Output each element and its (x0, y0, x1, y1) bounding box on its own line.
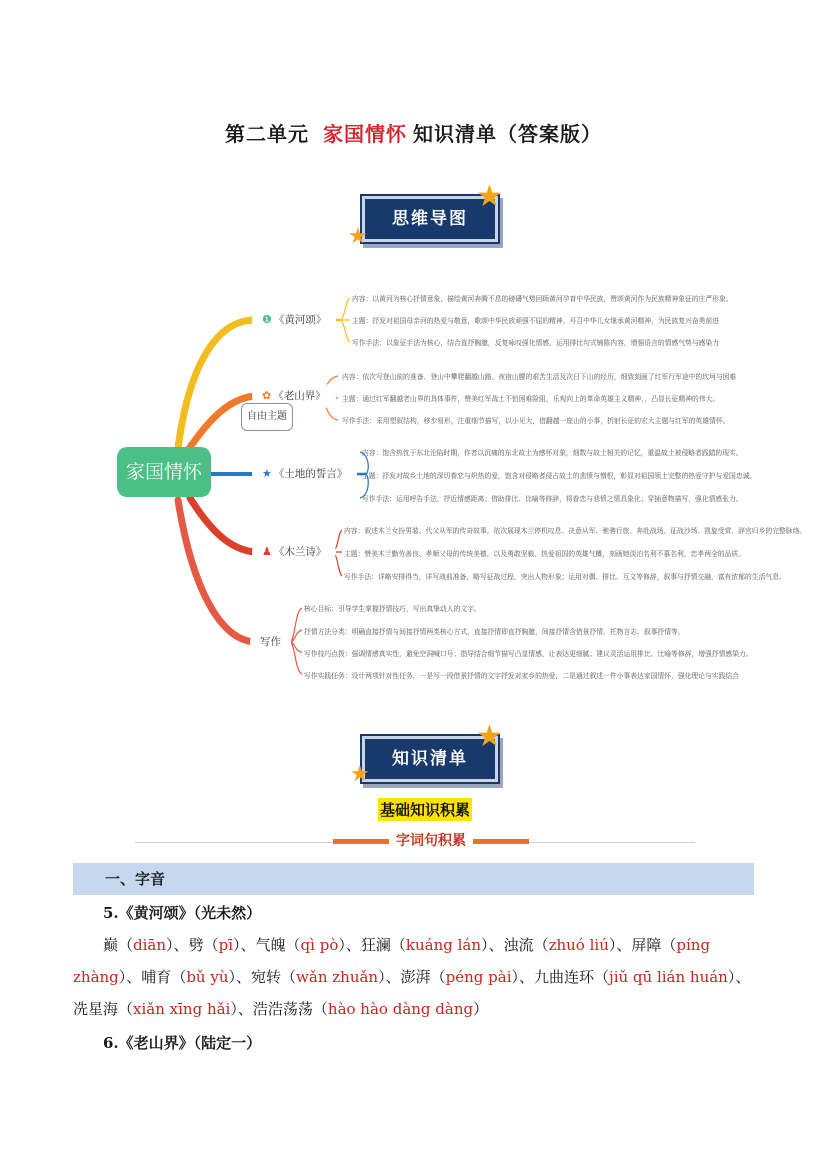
pronunciation-paragraph: 巅（diān）、劈（pī）、气魄（qì pò）、狂澜（kuáng lán）、浊流（zhuó liú）、屏障（píng zhàng）、哺育（bǔ yù）、宛转（wǎn zhuǎn）、澎湃（péng pài）、九曲连环（jiǔ qū lián huán）、冼星海（xiǎn xīng hǎi）、浩浩荡荡（hào hào dàng dàng） (73, 936, 751, 1018)
mindmap-leaf: 写作手法：采用塑叙结构，移步易形，注重细节描写，以小见大，借翻越一座山的小事，折射长征的宏大主题与红军的英雄情怀。 (342, 417, 730, 425)
pinyin: kuáng lán (405, 936, 482, 954)
lesson-title: 6.《老山界》（陆定一） (103, 1034, 262, 1052)
pinyin: píng zhàng (73, 936, 711, 986)
mindmap-leaf: 主题：通过红军翻越老山界的具体事件，赞美红军战士不怕困难险阻，乐观向上的革命英雄主义精神，，凸显长征精神的伟大。 (342, 395, 720, 403)
star-icon: ★ (350, 762, 370, 787)
pinyin: pī (218, 936, 233, 954)
pinyin: diān (133, 936, 167, 954)
decor-bar (333, 839, 389, 844)
basic-knowledge-heading: 基础知识积累 (378, 798, 472, 821)
title-highlight: 家国情怀 (323, 122, 407, 146)
mindmap-leaf: 主题：抒发对故乡土地的深切眷恋与炽热的爱，饱含对侵略者侵占故土的悲愤与憎恨，彰显对祖国领土完整的热爱守护与爱国忠诚。 (362, 472, 757, 480)
mindmap-leaf: 主题：赞美木兰勤劳善良、孝顺父母的传统美德，以及勇敢坚毅、热爱祖国的英雄气概，刻画她淡泊名利不慕名利，忠孝两全的品质。 (344, 550, 746, 558)
mindmap-leaf: 写作手法：以象征手法为核心，结合直抒胸臆，反复咏叹强化情感，运用排比句式铺陈内容，增强语言的情感气势与感染力 (352, 339, 720, 347)
branch-label: 《土地的誓言》 (273, 468, 348, 480)
pinyin: hào hào dàng dàng (327, 1000, 474, 1018)
mindmap-central-node: 家国情怀 (117, 447, 211, 497)
mindmap-leaf: 核心目标：引导学生掌握抒情技巧，写出真挚动人的文字。 (304, 605, 481, 613)
mindmap-leaf: 内容：饱含热忱于东北沦陷时期，作者以沉痛的东北故土为感怀对象，细数与故土相关的记忆，重温故土被侵略者践踏的现实。 (362, 449, 743, 457)
mindmap-leaf: 写作手法：详略安排得当，详写战前准备，略写征战过程，突出人物形象；运用对偶、排比、互文等修辞，叙事与抒情交融，富有浓郁的生活气息。 (344, 573, 786, 581)
mindmap-leaf: 写作手法：运用呼告手法，抒近情感距离；借助排比、比喻等修辞，将眷恋与悲愤之情具象化；穿插意物描写，强化情感张力。 (362, 495, 743, 503)
branch-icon: ❶ (262, 313, 272, 326)
word: 哺育 (141, 968, 172, 986)
title-prefix: 第二单元 (225, 122, 309, 146)
word: 狂澜 (360, 936, 391, 954)
pinyin: jiǔ qū lián huán (609, 968, 728, 986)
section-header (73, 863, 754, 895)
knowledge-banner: 知识清单 (362, 736, 498, 782)
mindmap-leaf: 内容：以黄河为核心抒情意象，描绘黄河奔腾不息的磅礴气势回顾黄河孕育中华民族，赞颂黄河作为民族精神象征的庄严形象。 (352, 295, 733, 303)
word: 巅 (103, 936, 119, 954)
word: 宛转 (251, 968, 282, 986)
word: 九曲连环 (534, 968, 595, 986)
branch-node-tudidishiyan (252, 462, 357, 486)
pinyin: zhuó liú (548, 936, 609, 954)
branch-label: 《老山界》 (273, 390, 326, 402)
words-subheading-label: 字词句积累 (389, 830, 473, 850)
mindmap-banner: 思维导图 (362, 196, 498, 242)
branch-icon: ★ (262, 467, 272, 480)
branch-node-huanghesong (252, 308, 336, 332)
mindmap-leaf: 抒情方法分类：明确直接抒情与间接抒情两类核心方式，直接抒情即直抒胸臆，间接抒情含借景抒情、托物言志、叙事抒情等。 (304, 628, 685, 636)
branch-icon: ♟ (262, 545, 272, 558)
star-icon: ★ (476, 179, 503, 214)
star-icon: ★ (476, 719, 503, 754)
pinyin: bǔ yù (186, 968, 229, 986)
words-subheading (333, 834, 529, 848)
branch-node-xiezuo (250, 630, 291, 654)
branch-label: 《木兰诗》 (273, 546, 327, 558)
branch-node-mulanshi (252, 540, 336, 564)
pinyin: péng pài (445, 968, 512, 986)
star-icon: ★ (348, 224, 368, 249)
pinyin: qì pò (300, 936, 339, 954)
word: 浊流 (503, 936, 534, 954)
word: 劈 (188, 936, 204, 954)
mindmap-leaf: 写作实践任务：设计两项针对性任务，一是写一段借景抒情的文字抒发对家乡的热爱，二是通过叙述一件小事表达家国情怀，强化理论与实践结合 (304, 672, 739, 680)
pinyin: wǎn zhuǎn (296, 968, 379, 986)
word: 澎湃 (400, 968, 431, 986)
branch-label: 《黄河颂》 (273, 314, 327, 326)
mindmap-leaf: 主题：抒发对祖国母亲河的热爱与敬意，歌颂中华民族顽强不屈的精神，号召中华儿女继承黄河精神，为民族复兴奋勇前进 (352, 317, 720, 325)
page-title (0, 118, 827, 147)
decor-bar (473, 839, 529, 844)
word: 浩浩荡荡 (252, 1000, 313, 1018)
branch-icon: ✿ (262, 389, 272, 402)
word: 气魄 (255, 936, 286, 954)
title-suffix: 知识清单（答案版） (413, 122, 602, 146)
word: 屏障 (631, 936, 662, 954)
branch-label: 写作 (260, 636, 281, 648)
mindmap-leaf: 内容：叙述木兰女扮男装、代父从军的传奇故事，依次展现木兰停机叹息、决意从军、驰骋行旅、奔赴战场、征战沙场、凯旋受赏、辞官归乡的完整脉络。 (344, 527, 807, 535)
section-title: 一、字音 (105, 870, 166, 888)
mindmap-leaf: 内容：依次写登山前的准备、登山中攀爬翻越山路、夜宿山腰的艰苦生活及次日下山的经历，细致刻画了红军行军途中的坎坷与困难 (342, 373, 737, 381)
pinyin: xiǎn xīng hǎi (133, 1000, 231, 1018)
word: 冼星海 (73, 1000, 119, 1018)
lesson-title: 5.《黄河颂》（光未然） (103, 904, 262, 922)
free-topic-node: 自由主题 (241, 403, 293, 431)
mindmap-leaf: 写作技巧点拨：强调情感真实性，避免空洞喊口号；指导结合细节描写凸显情感，让表达更细腻；建议灵活运用排比、比喻等修辞，增强抒情感染力。 (304, 650, 753, 658)
